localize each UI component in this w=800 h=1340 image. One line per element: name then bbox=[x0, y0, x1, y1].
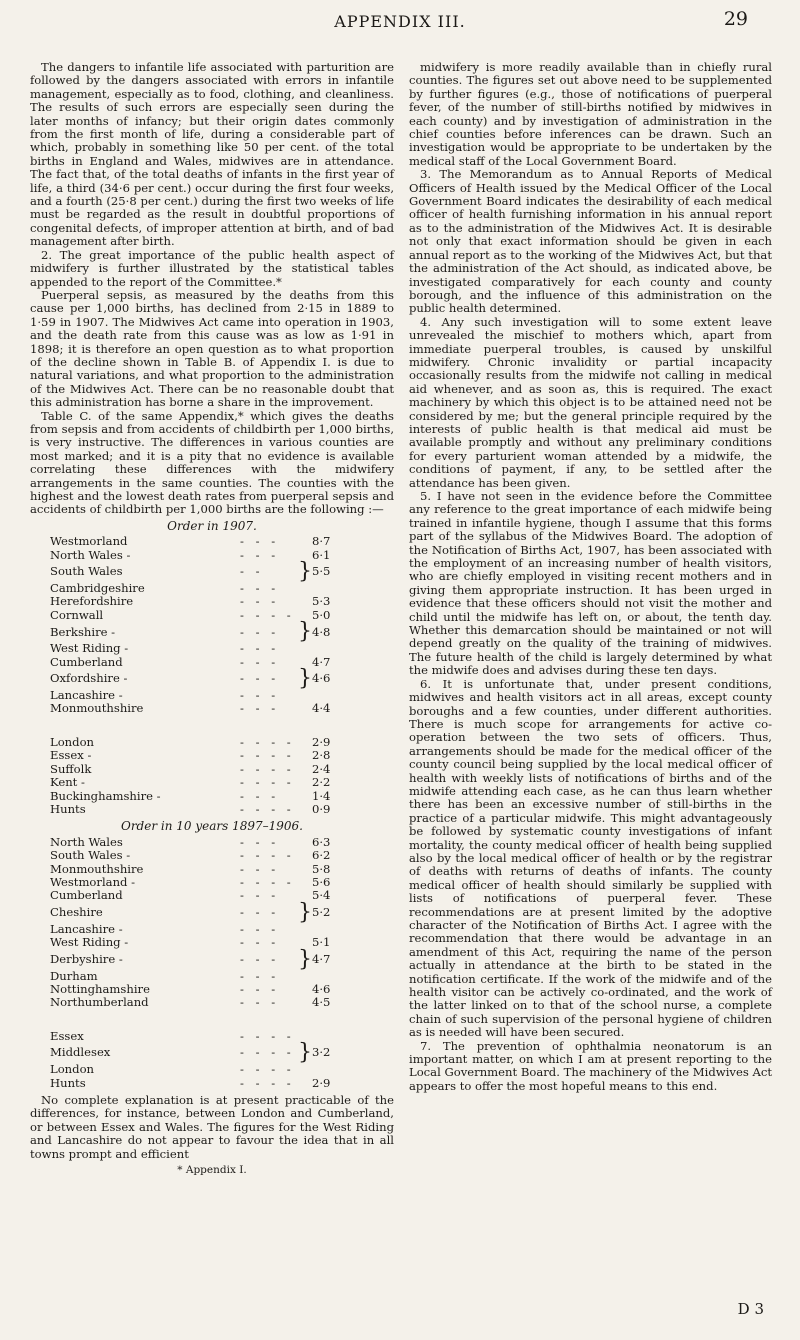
brace bbox=[298, 863, 312, 876]
rate-value: 2·4 bbox=[312, 761, 331, 776]
brace bbox=[298, 749, 312, 762]
leader-dashes: - - - bbox=[240, 905, 280, 920]
rate-value bbox=[312, 1030, 352, 1043]
leader-dashes: - - - bbox=[240, 951, 280, 966]
table-row bbox=[50, 535, 352, 548]
leader-dashes: - - - bbox=[240, 921, 280, 936]
brace bbox=[298, 535, 312, 548]
county-name: Westmorland - bbox=[50, 874, 136, 889]
rate-value: 2·9 bbox=[312, 734, 331, 749]
table-row bbox=[50, 1077, 352, 1090]
rate-value: 4·7 bbox=[312, 654, 331, 669]
leader-dashes: - - - - bbox=[240, 874, 295, 889]
rate-value: 5·0 bbox=[312, 607, 331, 622]
rate-value bbox=[312, 689, 352, 702]
county-name: Hunts bbox=[50, 1075, 86, 1090]
leader-dashes: - - - - bbox=[240, 801, 295, 816]
county-name: Lancashire - bbox=[50, 688, 123, 703]
table-title: Order in 10 years 1897–1906. bbox=[120, 819, 303, 834]
table-row bbox=[50, 582, 352, 595]
leader-dashes: - - - bbox=[240, 688, 280, 703]
header-title: APPENDIX III. bbox=[334, 12, 466, 31]
county-name: Cornwall bbox=[50, 607, 104, 622]
page-number: 29 bbox=[723, 8, 748, 30]
rate-value bbox=[312, 1063, 352, 1076]
rate-value: 4·6 bbox=[312, 671, 331, 686]
county-name: South Wales bbox=[50, 564, 123, 579]
rate-value: 6·2 bbox=[312, 848, 331, 863]
table-row bbox=[50, 996, 352, 1009]
table-row bbox=[50, 1063, 352, 1076]
paragraph: 6. It is unfortunate that, under present conditions, midwives and health visitors act in all areas, except county boroughs and a few counties, under different authorities. There is much scope for arrangements for active co-operation between the two sets of officers. Thus, arrangements should be made for the medical officer of the county council being supplied by the local medical officer of health with weekly lists of notifications of births and of the midwife attending each case, as he can thus learn whether there has been an excessive number of still-births in the practice of a particular midwife. This might advantageously be followed by systematic county investigations of infant mortality, the county medical officer of health being supplied also by the local medical officer of health or by the registrar of deaths with returns of deaths of infants. The county medical officer of health should similarly be supplied with lists of notifications of puerperal fever. These recommendations are at present limited by the adoptive character of the Notification of Births Act. I agree with the recommendation that there would be advantage in an amendment of this Act, requiring the name of the person actually in attendance at the birth to be stated in the notification certificate. If the work of the midwife and of the health visitor can be actively co-ordinated, and the work of the latter linked on to that of the school nurse, a complete chain of such supervision of the personal hygiene of children as is needed will have been secured. bbox=[409, 676, 772, 1040]
table-row bbox=[50, 849, 352, 862]
county-name: Northumberland bbox=[50, 995, 149, 1010]
rate-value: 2·9 bbox=[312, 1075, 331, 1090]
brace bbox=[298, 689, 312, 702]
right-column bbox=[409, 61, 772, 1093]
rates-table bbox=[50, 1030, 352, 1090]
rate-value: 5·1 bbox=[312, 935, 331, 950]
brace bbox=[298, 803, 312, 816]
leader-dashes: - - - bbox=[240, 888, 280, 903]
rate-value bbox=[312, 970, 352, 983]
rate-value: 8·7 bbox=[312, 534, 331, 549]
brace bbox=[298, 736, 312, 749]
rate-value: 5·4 bbox=[312, 888, 331, 903]
leader-dashes: - - - - bbox=[240, 761, 295, 776]
county-name: Kent - bbox=[50, 775, 85, 790]
county-name: Middlesex bbox=[50, 1045, 111, 1060]
brace bbox=[298, 970, 312, 983]
rate-value bbox=[312, 642, 352, 655]
leader-dashes: - - - - bbox=[240, 848, 295, 863]
table-row bbox=[50, 863, 352, 876]
county-name: Durham bbox=[50, 968, 98, 983]
table-row bbox=[50, 622, 352, 642]
leader-dashes: - - - - bbox=[240, 1062, 295, 1077]
county-name: London bbox=[50, 734, 95, 749]
rate-value: 5·5 bbox=[312, 564, 331, 579]
table-row bbox=[50, 923, 352, 936]
paragraph: 4. Any such investigation will to some extent leave unrevealed the mischief to mothers which, apart from immediate puerperal troubles, is caused by unskilful midwifery. Chronic invalidity or partial incapacity occasionally results from the midwife not calling in medical aid whenever, and as soon as, this is required. The exact machinery by which this object is to be attained need not be considered by me; but the general principle required by the interests of public health is that medical aid must be available promptly and without any preliminary conditions for every parturient woman attended by a midwife, the conditions of payment, if any, to be settled after the attendance has been given. bbox=[409, 314, 772, 490]
leader-dashes: - - - bbox=[240, 654, 280, 669]
table-row bbox=[50, 803, 352, 816]
leader-dashes: - - - - bbox=[240, 607, 295, 622]
table-row bbox=[50, 642, 352, 655]
table-row bbox=[50, 562, 352, 582]
rate-value: 2·2 bbox=[312, 775, 331, 790]
rate-value: 5·8 bbox=[312, 861, 331, 876]
table-row bbox=[50, 790, 352, 803]
table-title: Order in 1907. bbox=[167, 518, 257, 533]
leader-dashes: - - - bbox=[240, 935, 280, 950]
county-name: Suffolk bbox=[50, 761, 92, 776]
rate-value: 2·8 bbox=[312, 748, 331, 763]
brace bbox=[298, 1063, 312, 1076]
paragraph: 2. The great importance of the public health aspect of midwifery is further illustrated by the statistical tables appended to the report of the Committee.* bbox=[30, 247, 394, 289]
table-row bbox=[50, 702, 352, 715]
paragraph: 3. The Memorandum as to Annual Reports of Medical Officers of Health issued by the Medical Officer of the Local Government Board indicates the desirability of each medical officer of health furnishing information in his annual report as to the administration of the Midwives Act. It is desirable not only that exact information should be given in each annual report as to the working of the Midwives Act, but that the administration of the Act should, as indicated above, be investigated comparatively for each county and county borough, and the influence of this administration on the public health determined. bbox=[409, 167, 772, 316]
running-head bbox=[30, 6, 770, 46]
footnote: * Appendix I. bbox=[177, 1164, 247, 1177]
county-name: West Riding - bbox=[50, 935, 129, 950]
signature-mark: D 3 bbox=[737, 1300, 764, 1318]
table-row bbox=[50, 836, 352, 849]
paragraph: midwifery is more readily available than in chiefly rural counties. The figures set out above need to be supplemented by further figures (e.g., those of notifications of puerperal fever, of the number of still-births notified by midwives in each county) and by investigation of administration in the chief counties before inferences can be drawn. Such an investigation would be appropriate to be undertaken by the medical staff of the Local Government Board. bbox=[409, 60, 772, 168]
county-name: Nottinghamshire bbox=[50, 981, 150, 996]
leader-dashes: - - bbox=[240, 564, 264, 579]
leader-dashes: - - - bbox=[240, 641, 280, 656]
rate-value: 5·6 bbox=[312, 874, 331, 889]
paragraph: Table C. of the same Appendix,* which gives the deaths from sepsis and from accidents of childbirth per 1,000 births, is very instructive. The differences in various counties are most marked; and it is a pity that no evidence is available correlating these differences with the midwifery arrangements in the same counties. The counties with the highest and the lowest death rates from puerperal sepsis and accidents of childbirth per 1,000 births are the following :— bbox=[30, 408, 394, 517]
brace bbox=[298, 763, 312, 776]
table-row bbox=[50, 669, 352, 689]
leader-dashes: - - - - bbox=[240, 734, 295, 749]
county-name: Derbyshire - bbox=[50, 951, 123, 966]
rate-value: 4·6 bbox=[312, 981, 331, 996]
brace: } bbox=[298, 899, 312, 925]
leader-dashes: - - - bbox=[240, 968, 280, 983]
leader-dashes: - - - - bbox=[240, 775, 295, 790]
county-name: South Wales - bbox=[50, 848, 131, 863]
table-row bbox=[50, 749, 352, 762]
county-name: Cumberland bbox=[50, 654, 123, 669]
brace bbox=[298, 983, 312, 996]
leader-dashes: - - - bbox=[240, 547, 280, 562]
table-row bbox=[50, 763, 352, 776]
rate-value bbox=[312, 923, 352, 936]
leader-dashes: - - - bbox=[240, 671, 280, 686]
brace: } bbox=[298, 946, 312, 972]
table-row bbox=[50, 983, 352, 996]
leader-dashes: - - - bbox=[240, 581, 280, 596]
paragraph: The dangers to infantile life associated with parturition are followed by the dangers associated with errors in infantile management, especially as to food, clothing, and cleanliness. The results of such errors are especially seen during the later months of infancy; but their origin dates commonly from the first month of life, during a considerable part of which, probably in something like 50 per cent. of the total births in England and Wales, midwives are in attendance. The fact that, of the total deaths of infants in the first year of life, a third (34·6 per cent.) occur during the first four weeks, and a fourth (25·8 per cent.) during the first two weeks of life must be regarded as the result in doubtful proportions of congenital defects, of improper attention at birth, and of bad management after birth. bbox=[30, 60, 394, 249]
paragraph: 7. The prevention of ophthalmia neonatorum is an important matter, on which I am at present reporting to the Local Government Board. The machinery of the Midwives Act appears to offer the most hopeful means to this end. bbox=[409, 1038, 772, 1093]
county-name: Berkshire - bbox=[50, 624, 116, 639]
leader-dashes: - - - - bbox=[240, 1075, 295, 1090]
county-name: West Riding - bbox=[50, 641, 129, 656]
rate-value: 4·4 bbox=[312, 701, 331, 716]
table-row bbox=[50, 970, 352, 983]
table-row bbox=[50, 736, 352, 749]
brace bbox=[298, 996, 312, 1009]
rate-value: 4·7 bbox=[312, 951, 331, 966]
county-name: Monmouthshire bbox=[50, 701, 144, 716]
rates-table bbox=[50, 736, 352, 816]
rates-table bbox=[50, 535, 352, 716]
left-column bbox=[30, 61, 394, 1177]
brace bbox=[298, 876, 312, 889]
rate-value bbox=[312, 582, 352, 595]
brace bbox=[298, 582, 312, 595]
rate-value: 4·5 bbox=[312, 995, 331, 1010]
rate-value: 6·3 bbox=[312, 834, 331, 849]
rate-value: 3·2 bbox=[312, 1045, 331, 1060]
county-name: Herefordshire bbox=[50, 594, 134, 609]
table-row bbox=[50, 903, 352, 923]
leader-dashes: - - - bbox=[240, 624, 280, 639]
rate-value: 0·9 bbox=[312, 801, 331, 816]
county-name: Monmouthshire bbox=[50, 861, 144, 876]
county-name: Cambridgeshire bbox=[50, 581, 145, 596]
county-name: North Wales bbox=[50, 834, 123, 849]
leader-dashes: - - - bbox=[240, 594, 280, 609]
county-name: London bbox=[50, 1062, 95, 1077]
leader-dashes: - - - bbox=[240, 534, 280, 549]
leader-dashes: - - - bbox=[240, 701, 280, 716]
county-name: Essex - bbox=[50, 748, 92, 763]
table-row bbox=[50, 689, 352, 702]
brace bbox=[298, 642, 312, 655]
brace bbox=[298, 702, 312, 715]
leader-dashes: - - - bbox=[240, 981, 280, 996]
table-row bbox=[50, 776, 352, 789]
table-row bbox=[50, 876, 352, 889]
rates-table bbox=[50, 836, 352, 1010]
county-name: Essex bbox=[50, 1028, 84, 1043]
leader-dashes: - - - bbox=[240, 861, 280, 876]
leader-dashes: - - - bbox=[240, 834, 280, 849]
paragraph: Puerperal sepsis, as measured by the deaths from this cause per 1,000 births, has declined from 2·15 in 1889 to 1·59 in 1907. The Midwives Act came into operation in 1903, and the death rate from this cause was as low as 1·91 in 1898; it is therefore an open question as to what proportion of the decline shown in Table B. of Appendix I. is due to natural variations, and what proportion to the administration of the Midwives Act. There can be no reasonable doubt that this administration has borne a share in the improvement. bbox=[30, 287, 394, 410]
rate-value: 4·8 bbox=[312, 624, 331, 639]
leader-dashes: - - - bbox=[240, 995, 280, 1010]
rate-value: 6·1 bbox=[312, 547, 331, 562]
rate-value: 5·3 bbox=[312, 594, 331, 609]
county-name: Hunts bbox=[50, 801, 86, 816]
leader-dashes: - - - - bbox=[240, 1028, 295, 1043]
brace bbox=[298, 1077, 312, 1090]
county-name: Lancashire - bbox=[50, 921, 123, 936]
county-name: Cumberland bbox=[50, 888, 123, 903]
brace bbox=[298, 776, 312, 789]
rate-value: 5·2 bbox=[312, 905, 331, 920]
paragraph: No complete explanation is at present practicable of the differences, for instance, between London and Cumberland, or between Essex and Wales. The figures for the West Riding and Lancashire do not appear to favour the idea that in all towns prompt and efficient bbox=[30, 1093, 394, 1161]
brace: } bbox=[298, 559, 312, 585]
brace bbox=[298, 790, 312, 803]
county-name: Oxfordshire - bbox=[50, 671, 128, 686]
paragraph: 5. I have not seen in the evidence before the Committee any reference to the great importance of each midwife being trained in infantile hygiene, though I assume that this forms part of the syllabus of the Midwives Board. The adoption of the Notification of Births Act, 1907, has been associated with the employment of an increasing number of health visitors, who are chiefly employed in visiting recent mothers and in giving them appropriate instruction. It has been urged in evidence that these officers should not visit the mother and child until the midwife has left on, or about, the tenth day. Whether this demarcation should be maintained or not will depend greatly on the quality of the training of midwives. The future health of the child is largely determined by what the midwife does and advises during these ten days. bbox=[409, 489, 772, 678]
county-name: Cheshire bbox=[50, 905, 103, 920]
brace bbox=[298, 595, 312, 608]
table-row bbox=[50, 595, 352, 608]
brace bbox=[298, 923, 312, 936]
leader-dashes: - - - - bbox=[240, 748, 295, 763]
brace bbox=[298, 849, 312, 862]
county-name: Westmorland bbox=[50, 534, 128, 549]
brace bbox=[298, 836, 312, 849]
county-name: Buckinghamshire - bbox=[50, 788, 161, 803]
county-name: North Wales - bbox=[50, 547, 131, 562]
leader-dashes: - - - - bbox=[240, 1045, 295, 1060]
brace: } bbox=[298, 666, 312, 692]
table-row bbox=[50, 950, 352, 970]
leader-dashes: - - - bbox=[240, 788, 280, 803]
brace: } bbox=[298, 1040, 312, 1066]
brace: } bbox=[298, 619, 312, 645]
table-row bbox=[50, 1043, 352, 1063]
rate-value: 1·4 bbox=[312, 788, 331, 803]
